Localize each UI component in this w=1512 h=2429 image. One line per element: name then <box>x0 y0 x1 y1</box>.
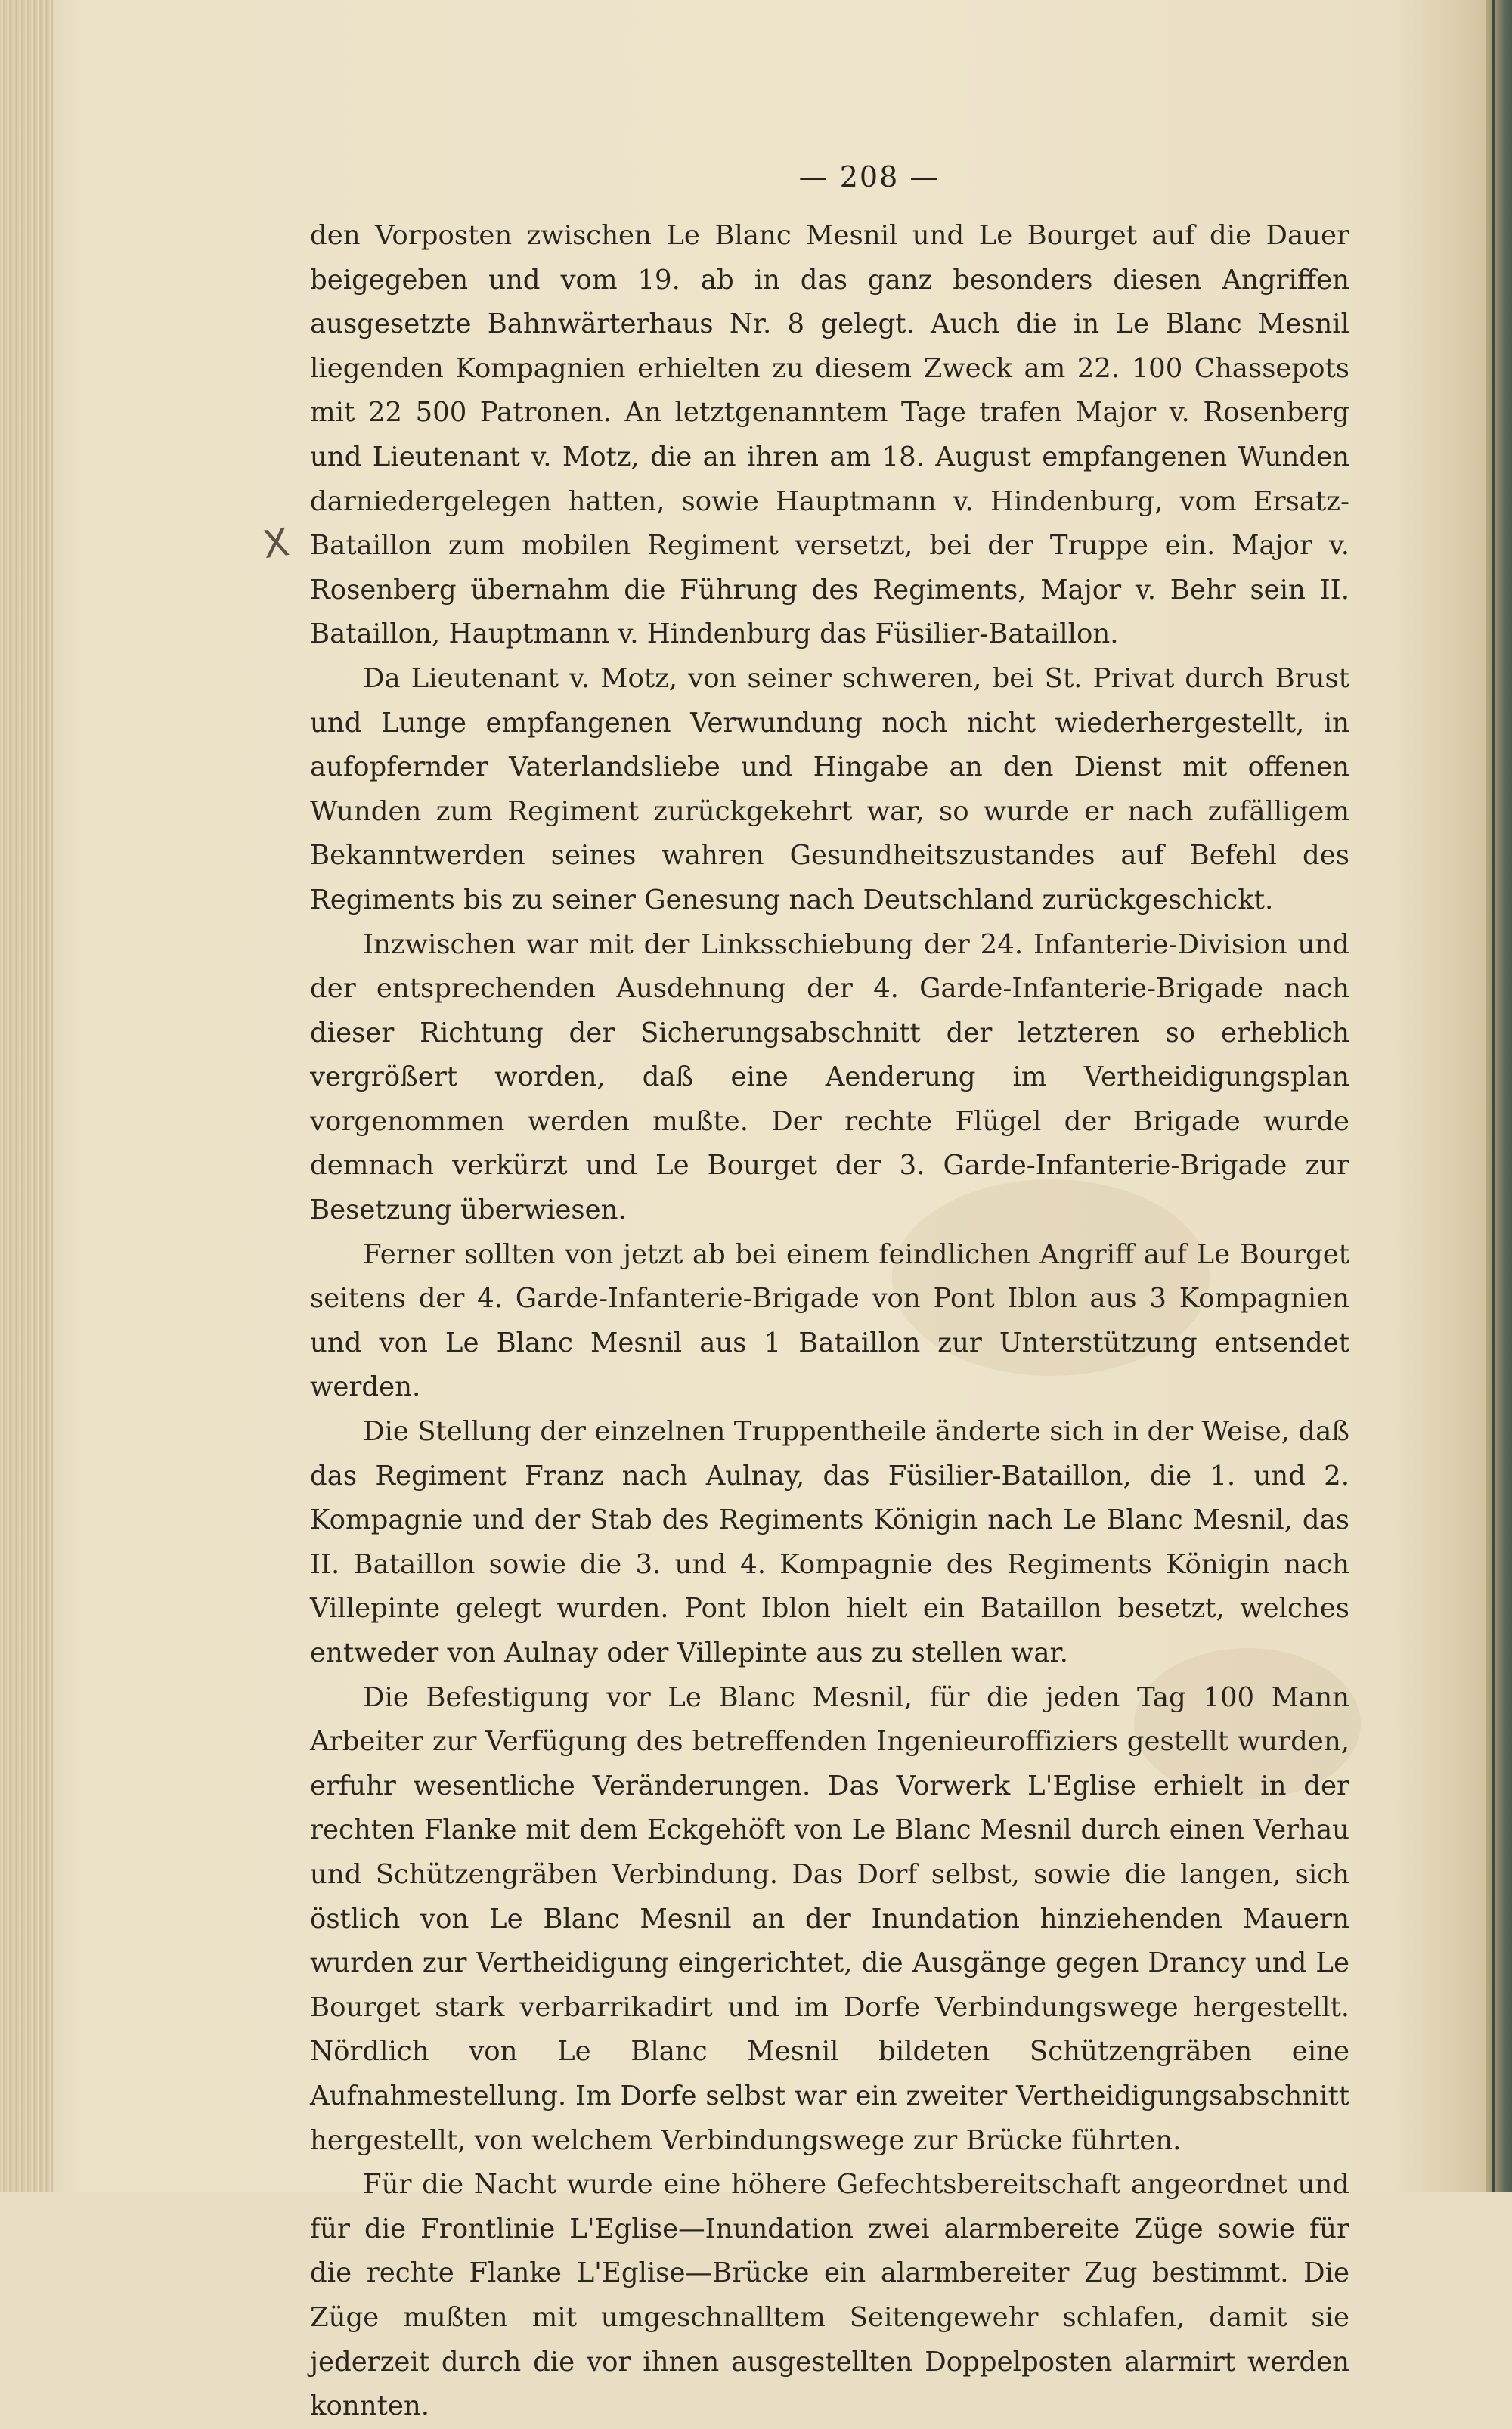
page-edge-stack <box>0 0 53 2192</box>
paragraph: Die Stellung der einzelnen Truppentheile änderte sich in der Weise, daß das Regiment Franz nach Aulnay, das Füsilier-Bataillon, die 1. und 2. Kompagnie und der Stab des Regiments Königin nach Le Blanc Mesnil, das II. Bataillon sowie die 3. und 4. Kompagnie des Regiments Königin nach Villepinte gelegt wurden. Pont Iblon hielt ein Bataillon besetzt, welches entweder von Aulnay oder Villepinte aus zu stellen war. <box>310 1416 1349 1668</box>
paragraph: den Vorposten zwischen Le Blanc Mesnil und Le Bourget auf die Dauer beigegeben und vom 19. ab in das ganz besonders diesen Angriffen ausgesetzte Bahnwärterhaus Nr. 8 gelegt. Auch die in Le Blanc Mesnil liegenden Kompagnien erhielten zu diesem Zweck am 22. 100 Chassepots mit 22 500 Patronen. An letztgenanntem Tage trafen Major v. Rosenberg und Lieutenant v. Motz, die an ihren am 18. August empfangenen Wunden darniedergelegen hatten, sowie Hauptmann v. Hindenburg, vom Ersatz-Bataillon zum mobilen Regiment versetzt, bei der Truppe ein. Major v. Rosenberg übernahm die Führung des Regiments, Major v. Behr sein II. Bataillon, Hauptmann v. Hindenburg das Füsilier-Bataillon. <box>310 220 1349 650</box>
body-text <box>310 214 1349 2429</box>
paragraph: Für die Nacht wurde eine höhere Gefechtsbereitschaft angeordnet und für die Frontlinie L'Eglise—Inundation zwei alarmbereite Züge sowie für die rechte Flanke L'Eglise—Brücke ein alarmbereiter Zug bestimmt. Die Züge mußten mit umgeschnalltem Seitengewehr schlafen, damit sie jederzeit durch die vor ihnen ausgestellten Doppelposten alarmirt werden konnten. <box>310 2169 1349 2422</box>
page-number: — 208 — <box>798 160 940 194</box>
paragraph: Inzwischen war mit der Linksschiebung der 24. Infanterie-Division und der entsprechenden Ausdehnung der 4. Garde-Infanterie-Brigade nach dieser Richtung der Sicherungsabschnitt der letzteren so erheblich vergrößert worden, daß eine Aenderung im Vertheidigungsplan vorgenommen werden mußte. Der rechte Flügel der Brigade wurde demnach verkürzt und Le Bourget der 3. Garde-Infanterie-Brigade zur Besetzung überwiesen. <box>310 928 1349 1226</box>
paragraph: Die Befestigung vor Le Blanc Mesnil, für die jeden Tag 100 Mann Arbeiter zur Verfügung des betreffenden Ingenieuroffiziers gestellt wurden, erfuhr wesentliche Veränderungen. Das Vorwerk L'Eglise erhielt in der rechten Flanke mit dem Eckgehöft von Le Blanc Mesnil durch einen Verhau und Schützengräben Verbindung. Das Dorf selbst, sowie die langen, sich östlich von Le Blanc Mesnil an der Inundation hinziehenden Mauern wurden zur Vertheidigung eingerichtet, die Ausgänge gegen Drancy und Le Bourget stark verbarrikadirt und im Dorfe Verbindungswege hergestellt. Nördlich von Le Blanc Mesnil bildeten Schützengräben eine Aufnahmestellung. Im Dorfe selbst war ein zweiter Vertheidigungsabschnitt hergestellt, von welchem Verbindungswege zur Brücke führten. <box>310 1681 1349 2156</box>
paragraph: Da Lieutenant v. Motz, von seiner schweren, bei St. Privat durch Brust und Lunge empfangenen Verwundung noch nicht wiederhergestellt, in aufopfernder Vaterlandsliebe und Hingabe an den Dienst mit offenen Wunden zum Regiment zurückgekehrt war, so wurde er nach zufälligem Bekanntwerden seines wahren Gesundheitszustandes auf Befehl des Regiments bis zu seiner Genesung nach Deutschland zurückgeschickt. <box>310 662 1349 916</box>
margin-pencil-mark: X <box>260 519 293 568</box>
paragraph: Ferner sollten von jetzt ab bei einem feindlichen Angriff auf Le Bourget seitens der 4. Garde-Infanterie-Brigade von Pont Iblon aus 3 Kompagnien und von Le Blanc Mesnil aus 1 Bataillon zur Unterstützung entsendet werden. <box>310 1238 1349 1403</box>
book-binding <box>1486 0 1512 2192</box>
binding-stripe <box>1492 0 1495 2192</box>
